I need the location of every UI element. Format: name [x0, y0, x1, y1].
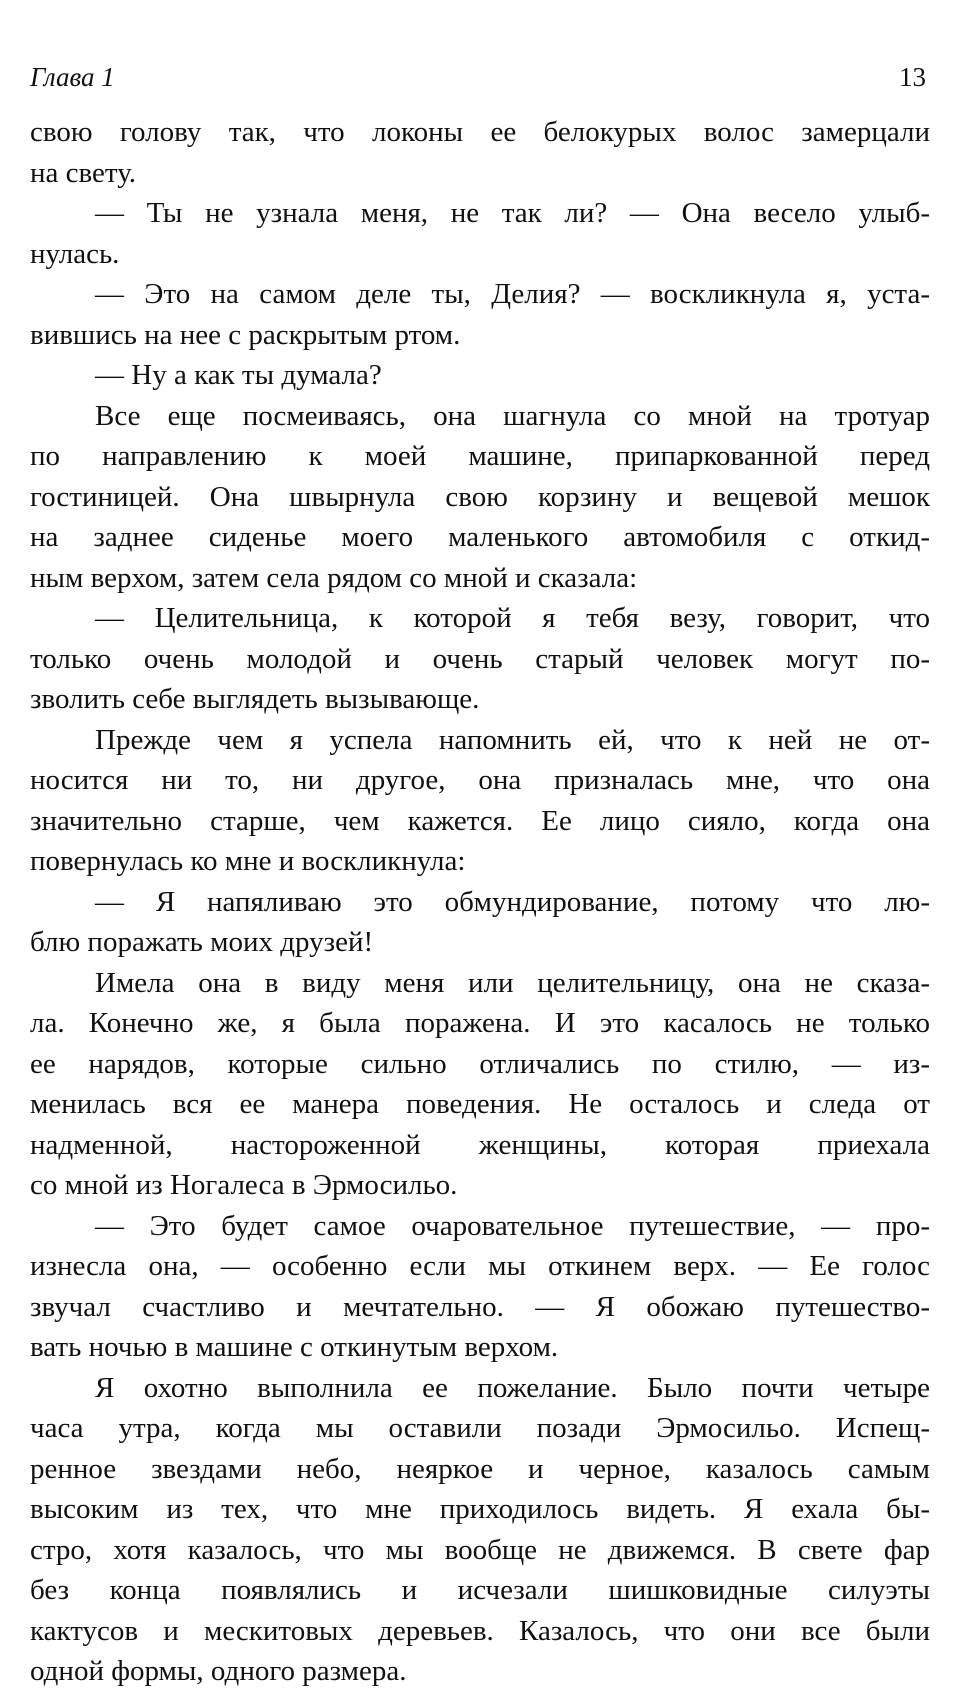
text-line: вившись на нее с раскрытым ртом.	[30, 318, 461, 351]
text-line: ла. Конечно же, я была поражена. И это касалось не только	[30, 1007, 930, 1039]
text-line: ее нарядов, которые сильно отличались по стилю, — из-	[30, 1047, 930, 1080]
text-line: повернулась ко мне и воскликнула:	[30, 845, 466, 877]
text-line: нулась.	[30, 237, 120, 270]
text-line: звучал счастливо и мечтательно. — Я обожаю путешество-	[30, 1290, 930, 1323]
text-line: гостиницей. Она швырнула свою корзину и вещевой мешок	[30, 480, 930, 513]
text-line: стро, хотя казалось, что мы вообще не движемся. В свете фар	[30, 1533, 930, 1566]
text-line: Я охотно выполнила ее пожелание. Было почти четыре	[95, 1371, 930, 1404]
page-number: 13	[899, 62, 926, 92]
text-line: только очень молодой и очень старый человек могут по-	[30, 642, 930, 675]
body-text	[30, 112, 930, 1692]
text-line: — Это будет самое очаровательное путешествие, — про-	[95, 1209, 930, 1242]
text-line: Все еще посмеиваясь, она шагнула со мной на тротуар	[95, 399, 930, 432]
text-line: зволить себе выглядеть вызывающе.	[30, 683, 480, 715]
text-line: без конца появлялись и исчезали шишковидные силуэты	[30, 1574, 930, 1606]
text-line: свою голову так, что локоны ее белокурых волос замерцали	[30, 116, 930, 148]
text-line: Имела она в виду меня или целительницу, она не сказа-	[95, 966, 930, 999]
text-line: кактусов и мескитовых деревьев. Казалось, что они все были	[30, 1614, 930, 1647]
text-line: значительно старше, чем кажется. Ее лицо сияло, когда она	[30, 804, 930, 837]
text-line: на свету.	[30, 156, 137, 189]
text-line: вать ночью в машине с откинутым верхом.	[30, 1331, 559, 1363]
text-line: по направлению к моей машине, припаркованной перед	[30, 440, 930, 472]
text-line: блю поражать моих друзей!	[30, 926, 374, 958]
text-line: ным верхом, затем села рядом со мной и сказала:	[30, 561, 638, 594]
text-line: менилась вся ее манера поведения. Не осталось и следа от	[30, 1088, 930, 1120]
text-line: — Целительница, к которой я тебя везу, говорит, что	[95, 602, 930, 634]
text-line: высоким из тех, что мне приходилось видеть. Я ехала бы-	[30, 1493, 930, 1525]
text-line: на заднее сиденье моего маленького автомобиля с откид-	[30, 521, 930, 553]
text-line: надменной, настороженной женщины, которая приехала	[30, 1128, 930, 1161]
text-line: — Это на самом деле ты, Делия? — воскликнула я, уста-	[95, 278, 930, 310]
text-line: — Ты не узнала меня, не так ли? — Она весело улыб-	[95, 197, 930, 229]
text-line: носится ни то, ни другое, она призналась мне, что она	[30, 764, 930, 796]
chapter-running-head: Глава 1	[30, 62, 115, 92]
text-line: — Ну а как ты думала?	[95, 359, 382, 391]
text-line: ренное звездами небо, неяркое и черное, казалось самым	[30, 1452, 930, 1485]
text-line: Прежде чем я успела напомнить ей, что к ней не от-	[95, 723, 930, 756]
text-line: изнесла она, — особенно если мы откинем верх. — Ее голос	[30, 1250, 930, 1282]
text-line: одной формы, одного размера.	[30, 1655, 407, 1687]
text-line: — Я напяливаю это обмундирование, потому что лю-	[95, 885, 930, 918]
text-line: часа утра, когда мы оставили позади Эрмосильо. Испещ-	[30, 1412, 930, 1444]
text-line: со мной из Ногалеса в Эрмосильо.	[30, 1169, 458, 1201]
